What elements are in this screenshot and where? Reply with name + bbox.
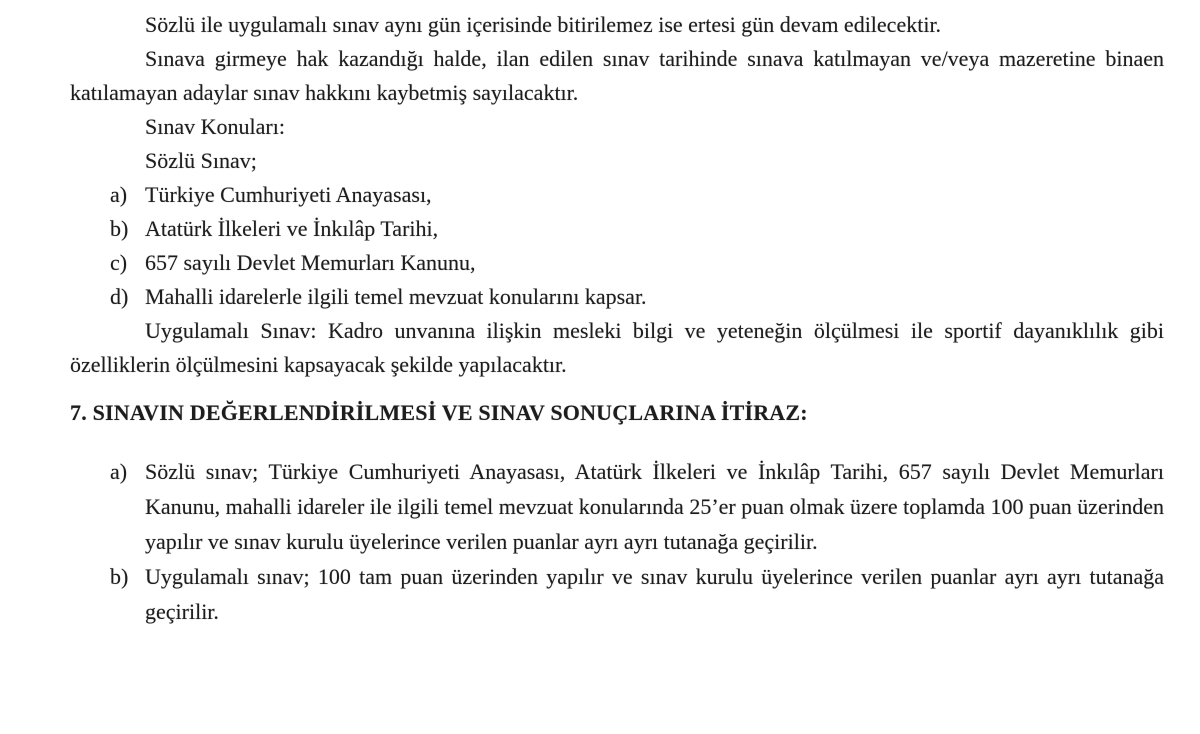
list-item-marker: d) — [110, 284, 129, 309]
exam-topics-list — [70, 178, 1164, 314]
list-item — [70, 212, 1164, 246]
list-item-text: Mahalli idarelerle ilgili temel mevzuat konularını kapsar. — [145, 284, 647, 309]
list-item — [70, 454, 1164, 559]
list-item-marker: b) — [110, 564, 129, 589]
list-item-marker: a) — [110, 459, 128, 484]
list-item — [70, 559, 1164, 629]
subheading-exam-topics: Sınav Konuları: — [145, 114, 285, 139]
section-heading: 7. SINAVIN DEĞERLENDİRİLMESİ VE SINAV SONUÇLARINA İTİRAZ: — [70, 400, 808, 425]
subheading-oral-exam: Sözlü Sınav; — [145, 148, 257, 173]
list-item-text: Atatürk İlkeleri ve İnkılâp Tarihi, — [145, 216, 439, 241]
intro-paragraph-1: Sözlü ile uygulamalı sınav aynı gün içerisinde bitirilemez ise ertesi gün devam edilecektir. — [145, 12, 942, 37]
evaluation-list — [70, 454, 1164, 629]
list-item — [70, 178, 1164, 212]
list-item — [70, 280, 1164, 314]
list-item-text: Uygulamalı sınav; 100 tam puan üzerinden yapılır ve sınav kurulu üyelerince verilen puanlar ayrı ayrı tutanağa geçirilir. — [145, 564, 1164, 624]
list-item-marker: c) — [110, 250, 128, 275]
list-item — [70, 246, 1164, 280]
list-item-text: Türkiye Cumhuriyeti Anayasası, — [145, 182, 432, 207]
intro-paragraph-2: Sınava girmeye hak kazandığı halde, ilan edilen sınav tarihinde sınava katılmayan ve/veya mazeretine binaen katılamayan adaylar sınav hakkını kaybetmiş sayılacaktır. — [70, 46, 1164, 105]
list-item-marker: b) — [110, 216, 129, 241]
list-item-text: 657 sayılı Devlet Memurları Kanunu, — [145, 250, 476, 275]
list-item-marker: a) — [110, 182, 128, 207]
applied-exam-paragraph: Uygulamalı Sınav: Kadro unvanına ilişkin mesleki bilgi ve yeteneğin ölçülmesi ile sportif dayanıklılık gibi özelliklerin ölçülmesini kapsayacak şekilde yapılacaktır. — [70, 318, 1164, 377]
list-item-text: Sözlü sınav; Türkiye Cumhuriyeti Anayasası, Atatürk İlkeleri ve İnkılâp Tarihi, 657 sayılı Devlet Memurları Kanunu, mahalli idareler ile ilgili temel mevzuat konularında 25’er puan olmak üzere toplamda 100 puan üzerinden yapılır ve sınav kurulu üyelerince verilen puanlar ayrı ayrı tutanağa geçirilir. — [145, 459, 1164, 554]
